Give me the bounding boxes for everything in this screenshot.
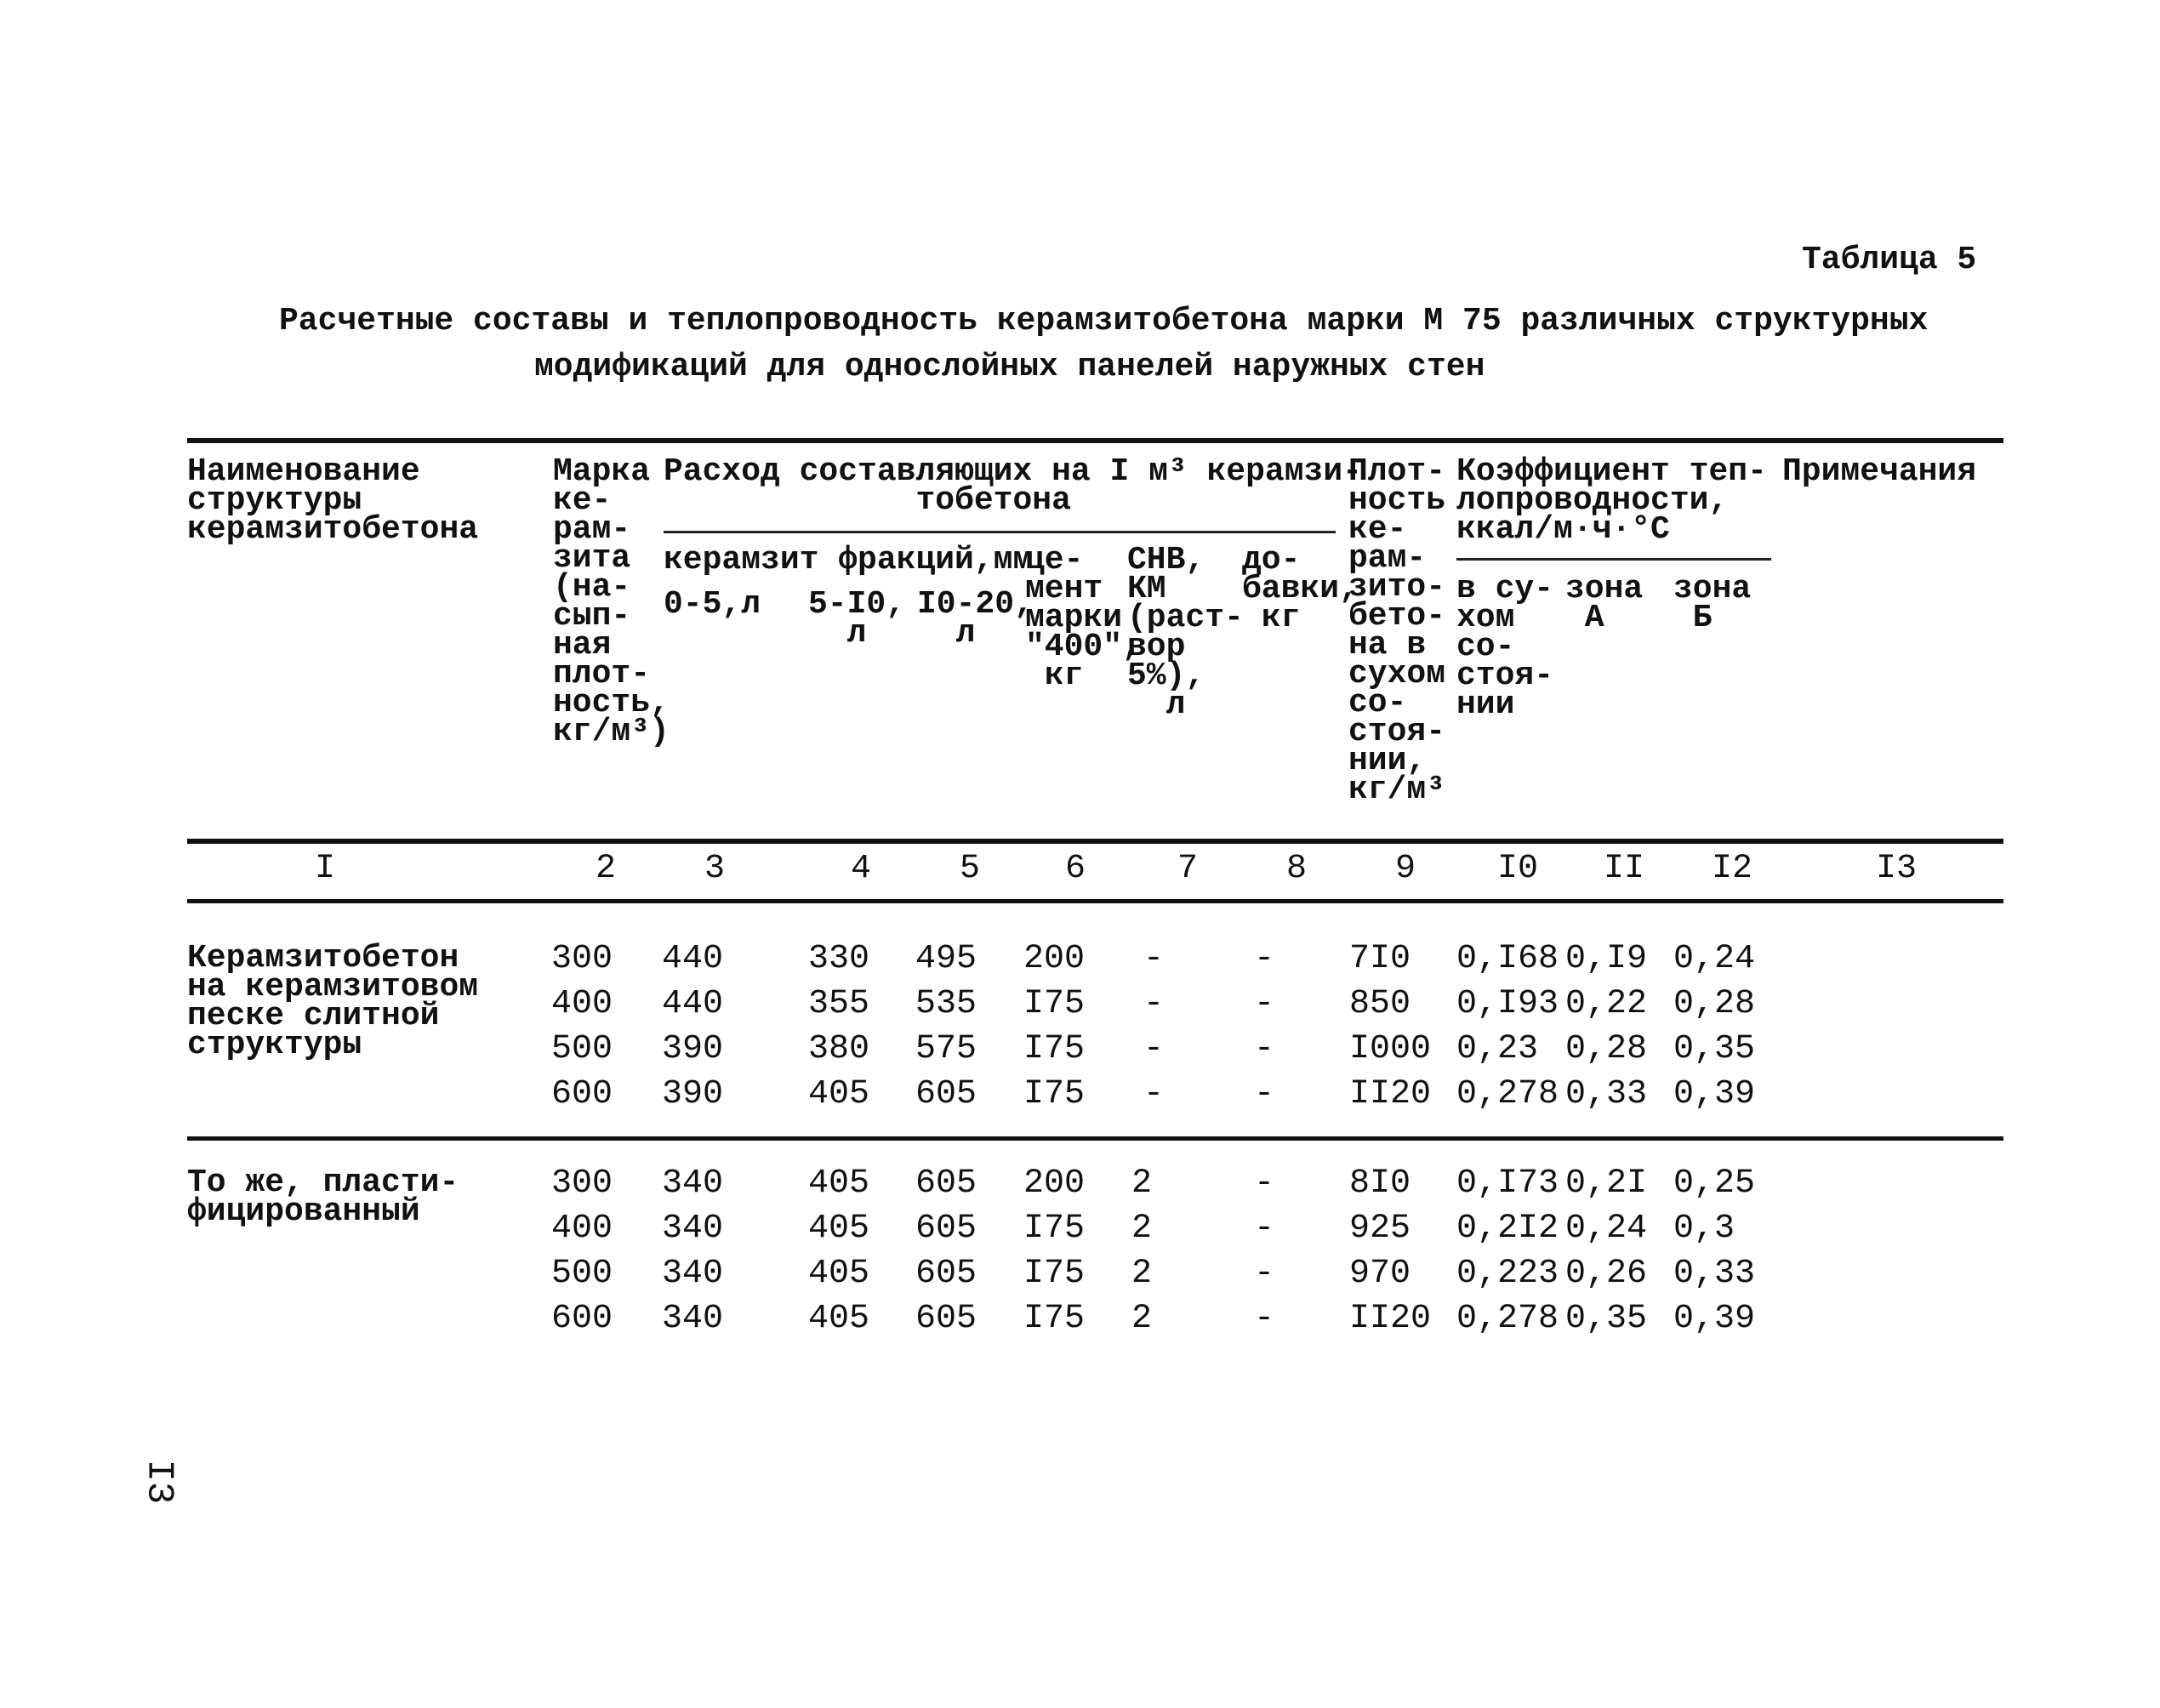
column-number: 3: [704, 850, 726, 888]
column-number: I: [315, 850, 336, 888]
column-number: I0: [1497, 850, 1539, 888]
header-density: Плот- ность ке- рам- зито- бето- на в сухом со- стоя- нии, кг/м³: [1348, 453, 1446, 808]
table-cell: -: [1254, 1300, 1275, 1338]
table-cell: 300: [551, 940, 613, 978]
table-cell: 605: [915, 1164, 977, 1203]
table-cell: 925: [1349, 1210, 1411, 1248]
table-cell: 575: [915, 1030, 977, 1068]
table-cell: 7I0: [1349, 940, 1411, 978]
table-cell: 0,24: [1673, 940, 1756, 978]
table-cell: -: [1254, 1030, 1275, 1068]
column-number: I3: [1876, 850, 1918, 888]
column-number: 2: [596, 850, 617, 888]
table-cell: 0,25: [1673, 1164, 1756, 1203]
table-cell: 500: [551, 1255, 613, 1293]
table-cell: II20: [1349, 1300, 1432, 1338]
table-cell: 0,22: [1565, 985, 1648, 1023]
table-cell: 600: [551, 1300, 613, 1338]
column-number: 8: [1286, 850, 1308, 888]
table-cell: 340: [662, 1255, 724, 1293]
table-cell: 355: [808, 985, 870, 1023]
table-cell: -: [1254, 1255, 1275, 1293]
table-cell: 500: [551, 1030, 613, 1068]
column-number: 6: [1065, 850, 1086, 888]
table-cell: 0,28: [1673, 985, 1756, 1023]
table-cell: 0,39: [1673, 1075, 1756, 1113]
table-cell: I75: [1023, 1075, 1086, 1113]
header-consumption: Расход составляющих на I м³ керамзи- тобетона: [664, 453, 1362, 519]
table-cell: 390: [662, 1075, 724, 1113]
table-cell: I75: [1023, 1030, 1086, 1068]
table-cell: 605: [915, 1075, 977, 1113]
table-cell: 0,39: [1673, 1300, 1756, 1338]
column-number: 5: [960, 850, 981, 888]
column-number: 4: [851, 850, 872, 888]
table-cell: 605: [915, 1210, 977, 1248]
table-cell: 605: [915, 1255, 977, 1293]
header-structure-name: Наименование структуры керамзитобетона: [187, 453, 479, 548]
header-cement: це- мент марки "400", кг: [1025, 542, 1142, 694]
column-numbers-rule: [187, 899, 2003, 903]
table-cell: 0,278: [1456, 1300, 1559, 1338]
table-cell: 200: [1023, 1164, 1086, 1203]
table-cell: 2: [1131, 1300, 1153, 1338]
header-dry-state: в су- хом со- стоя- нии: [1456, 571, 1554, 723]
group-name-1: Керамзитобетон на керамзитовом песке слитной структуры: [187, 940, 479, 1063]
table-cell: I75: [1023, 1255, 1086, 1293]
page-number: I3: [137, 1459, 180, 1505]
table-cell: 0,3: [1673, 1210, 1735, 1248]
table-cell: 405: [808, 1075, 870, 1113]
table-cell: 0,26: [1565, 1255, 1648, 1293]
table-cell: -: [1254, 1164, 1275, 1203]
table-cell: 0,223: [1456, 1255, 1559, 1293]
table-cell: -: [1143, 1075, 1165, 1113]
table-cell: 405: [808, 1255, 870, 1293]
table-cell: I75: [1023, 1210, 1086, 1248]
table-cell: -: [1254, 1075, 1275, 1113]
table-cell: II20: [1349, 1075, 1432, 1113]
column-number: 7: [1177, 850, 1199, 888]
table-cell: 380: [808, 1030, 870, 1068]
table-title-line2: модификаций для однослойных панелей наружных стен: [534, 349, 1485, 385]
table-cell: -: [1143, 940, 1165, 978]
table-cell: 300: [551, 1164, 613, 1203]
table-cell: 0,2I2: [1456, 1210, 1559, 1248]
table-cell: -: [1254, 985, 1275, 1023]
table-cell: 440: [662, 985, 724, 1023]
table-cell: 8I0: [1349, 1164, 1411, 1203]
conductivity-subrule: [1456, 558, 1771, 561]
table-cell: 340: [662, 1164, 724, 1203]
header-additives: до- бавки, кг: [1242, 542, 1359, 636]
consumption-subrule: [664, 531, 1336, 533]
table-cell: 200: [1023, 940, 1086, 978]
header-snv: СНВ, КМ (раст- вор 5%), л: [1127, 542, 1244, 723]
table-label: Таблица 5: [1802, 242, 1977, 278]
table-cell: 340: [662, 1300, 724, 1338]
header-fraction-5-10: 5-I0, л: [808, 586, 906, 652]
table-cell: 535: [915, 985, 977, 1023]
column-number: I2: [1712, 850, 1753, 888]
table-cell: 0,35: [1673, 1030, 1756, 1068]
header-notes: Примечания: [1782, 453, 1977, 490]
table-cell: 0,28: [1565, 1030, 1648, 1068]
table-cell: -: [1254, 1210, 1275, 1248]
header-keramzit-grade: Марка ке- рам- зита (на- сып- ная плот- ность, кг/м³): [553, 453, 670, 750]
table-cell: I75: [1023, 985, 1086, 1023]
header-fraction-10-20: I0-20, л: [917, 586, 1034, 652]
table-cell: 0,33: [1565, 1075, 1648, 1113]
table-cell: 405: [808, 1164, 870, 1203]
table-cell: 330: [808, 940, 870, 978]
table-cell: 405: [808, 1300, 870, 1338]
table-cell: 0,35: [1565, 1300, 1648, 1338]
table-cell: -: [1143, 985, 1165, 1023]
table-cell: 440: [662, 940, 724, 978]
table-cell: 400: [551, 985, 613, 1023]
table-cell: 400: [551, 1210, 613, 1248]
table-cell: I000: [1349, 1030, 1432, 1068]
table-cell: 0,I9: [1565, 940, 1648, 978]
top-rule: [187, 438, 2003, 443]
table-cell: 605: [915, 1300, 977, 1338]
table-cell: 495: [915, 940, 977, 978]
table-cell: 850: [1349, 985, 1411, 1023]
table-cell: 0,2I: [1565, 1164, 1648, 1203]
group-divider-rule: [187, 1136, 2003, 1141]
table-cell: 970: [1349, 1255, 1411, 1293]
table-cell: 2: [1131, 1210, 1153, 1248]
table-cell: 2: [1131, 1255, 1153, 1293]
table-cell: 340: [662, 1210, 724, 1248]
table-cell: 600: [551, 1075, 613, 1113]
table-cell: 0,I93: [1456, 985, 1559, 1023]
table-cell: 0,23: [1456, 1030, 1539, 1068]
table-cell: -: [1254, 940, 1275, 978]
table-cell: -: [1143, 1030, 1165, 1068]
table-cell: 0,24: [1565, 1210, 1648, 1248]
header-bottom-rule: [187, 839, 2003, 844]
group-name-2: То же, пласти- фицированный: [187, 1164, 459, 1230]
table-cell: 405: [808, 1210, 870, 1248]
header-zone-b: зона Б: [1673, 571, 1752, 636]
header-keramzit-fractions: керамзит фракций,мм: [664, 542, 1033, 578]
header-fraction-0-5: 0-5,л: [664, 586, 761, 623]
table-cell: I75: [1023, 1300, 1086, 1338]
header-zone-a: зона А: [1565, 571, 1644, 636]
column-number: II: [1604, 850, 1645, 888]
table-cell: 0,I68: [1456, 940, 1559, 978]
column-number: 9: [1395, 850, 1416, 888]
table-cell: 2: [1131, 1164, 1153, 1203]
table-cell: 390: [662, 1030, 724, 1068]
header-conductivity: Коэффициент теп- лопроводности, ккал/м·ч·°С: [1456, 453, 1767, 548]
table-cell: 0,278: [1456, 1075, 1559, 1113]
table-cell: 0,33: [1673, 1255, 1756, 1293]
table-title-line1: Расчетные составы и теплопроводность керамзитобетона марки М 75 различных структурных: [279, 303, 1929, 339]
table-cell: 0,I73: [1456, 1164, 1559, 1203]
